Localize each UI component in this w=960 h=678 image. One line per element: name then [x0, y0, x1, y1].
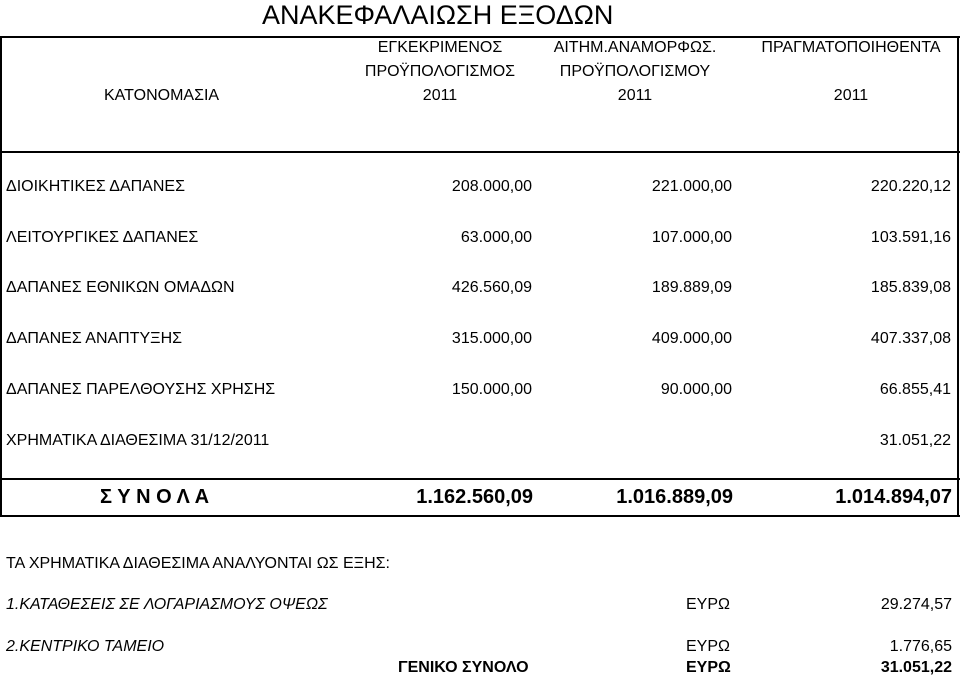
row-requested: 90.000,00: [660, 381, 732, 398]
row-tick: [0, 358, 1, 370]
header-realized-spacer: [745, 60, 957, 84]
row-name: ΔΑΠΑΝΕΣ ΠΑΡΕΛΘΟΥΣΗΣ ΧΡΗΣΗΣ: [6, 381, 276, 398]
header-realized-year: 2011: [833, 87, 869, 104]
breakdown-item-currency: ΕΥΡΩ: [686, 596, 730, 613]
table-bottom-border: [0, 515, 960, 517]
row-requested: 221.000,00: [651, 178, 732, 195]
row-realized: 103.591,16: [870, 229, 951, 246]
header-approved-line1: ΕΓΚΕΚΡΙΜΕΝΟΣ: [377, 39, 503, 56]
totals-realized: 1.014.894,07: [835, 486, 952, 508]
row-tick: [0, 460, 1, 472]
header-requested-line2: ΠΡΟΫΠΟΛΟΓΙΣΜΟΥ: [559, 63, 711, 80]
row-tick: [0, 258, 1, 270]
row-tick: [0, 308, 1, 320]
breakdown-item-amount: 1.776,65: [889, 638, 952, 655]
row-realized: 185.839,08: [870, 279, 951, 296]
header-realized-col: [745, 36, 957, 108]
header-approved-col: [340, 36, 540, 108]
row-name: ΔΑΠΑΝΕΣ ΕΘΝΙΚΩΝ ΟΜΑΔΩΝ: [6, 279, 235, 296]
breakdown-heading: ΤΑ ΧΡΗΜΑΤΙΚΑ ΔΙΑΘΕΣΙΜΑ ΑΝΑΛΥΟΝΤΑΙ ΩΣ ΕΞΗΣ:: [6, 555, 390, 572]
row-tick: [0, 408, 1, 420]
table-right-border: [957, 36, 959, 517]
row-name: ΛΕΙΤΟΥΡΓΙΚΕΣ ΔΑΠΑΝΕΣ: [6, 229, 199, 246]
breakdown-item-label: 2.ΚΕΝΤΡΙΚΟ ΤΑΜΕΙΟ: [6, 638, 165, 655]
row-realized: 31.051,22: [879, 432, 951, 449]
breakdown-total-label: ΓΕΝΙΚΟ ΣΥΝΟΛΟ: [398, 659, 529, 676]
totals-label: Σ Υ Ν Ο Λ Α: [100, 486, 210, 508]
row-realized: 407.337,08: [870, 330, 951, 347]
breakdown-total-currency: ΕΥΡΩ: [686, 659, 731, 676]
header-approved-year: 2011: [422, 87, 458, 104]
header-name-col: ΚΑΤΟΝΟΜΑΣΙΑ: [104, 87, 220, 104]
row-name: ΔΑΠΑΝΕΣ ΑΝΑΠΤΥΞΗΣ: [6, 330, 183, 347]
totals-requested: 1.016.889,09: [616, 486, 733, 508]
header-requested-line1: ΑΙΤΗΜ.ΑΝΑΜΟΡΦΩΣ.: [553, 39, 717, 56]
row-approved: 63.000,00: [460, 229, 532, 246]
totals-approved: 1.162.560,09: [416, 486, 533, 508]
row-approved: 315.000,00: [451, 330, 532, 347]
row-approved: 426.560,09: [451, 279, 532, 296]
row-realized: 66.855,41: [879, 381, 951, 398]
row-approved: 208.000,00: [451, 178, 532, 195]
breakdown-item-label: 1.ΚΑΤΑΘΕΣΕΙΣ ΣΕ ΛΟΓΑΡΙΑΣΜΟΥΣ ΟΨΕΩΣ: [6, 596, 328, 613]
totals-top-border: [0, 478, 960, 480]
row-name: ΧΡΗΜΑΤΙΚΑ ΔΙΑΘΕΣΙΜΑ 31/12/2011: [6, 432, 270, 449]
row-requested: 189.889,09: [651, 279, 732, 296]
header-approved-line2: ΠΡΟΫΠΟΛΟΓΙΣΜΟΣ: [364, 63, 516, 80]
row-approved: 150.000,00: [451, 381, 532, 398]
breakdown-item-amount: 29.274,57: [880, 596, 952, 613]
header-requested-year: 2011: [617, 87, 653, 104]
row-tick: [0, 207, 1, 219]
row-requested: 409.000,00: [651, 330, 732, 347]
row-realized: 220.220,12: [870, 178, 951, 195]
breakdown-total-amount: 31.051,22: [880, 659, 952, 676]
header-realized-line1: ΠΡΑΓΜΑΤΟΠΟΙΗΘΕΝΤΑ: [761, 39, 941, 56]
row-name: ΔΙΟΙΚΗΤΙΚΕΣ ΔΑΠΑΝΕΣ: [6, 178, 185, 195]
page-title: ΑΝΑΚΕΦΑΛΑΙΩΣΗ ΕΞΟΔΩΝ: [262, 0, 614, 30]
row-requested: 107.000,00: [651, 229, 732, 246]
table-left-border: [0, 36, 2, 517]
breakdown-item-currency: ΕΥΡΩ: [686, 638, 730, 655]
header-bottom-border: [0, 151, 960, 153]
header-requested-col: [535, 36, 735, 108]
